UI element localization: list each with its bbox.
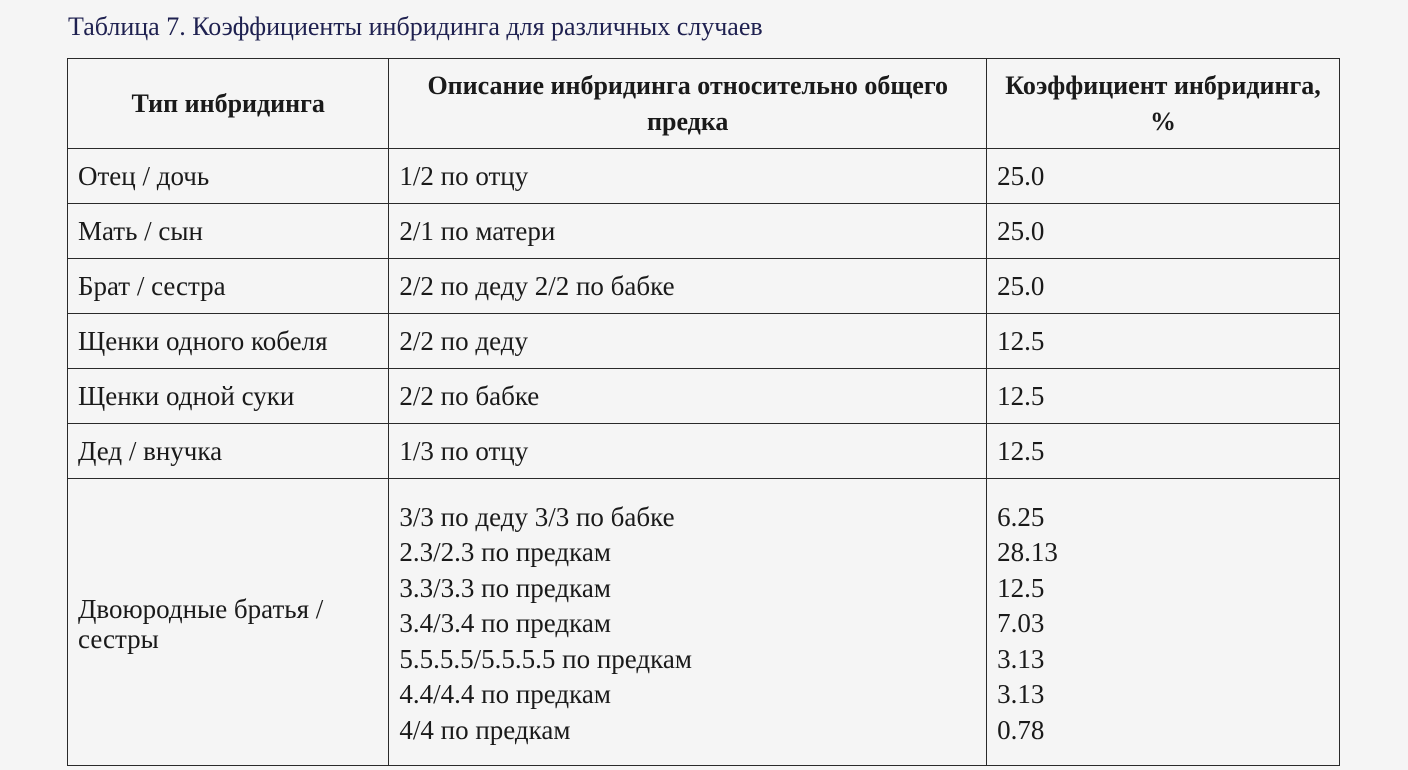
cell-type: Брат / сестра xyxy=(68,259,389,314)
table-header-row xyxy=(68,59,1340,149)
cell-description: 2/2 по деду xyxy=(389,314,987,369)
cell-coefficient: 25.0 xyxy=(987,259,1340,314)
table-row xyxy=(68,204,1340,259)
coefficient-line: 6.25 xyxy=(997,502,1045,533)
cell-description: 2/2 по бабке xyxy=(389,369,987,424)
description-line: 3.3/3.3 по предкам xyxy=(399,572,611,603)
cell-coefficient: 12.5 xyxy=(987,424,1340,479)
inbreeding-table xyxy=(67,58,1340,766)
cell-description: 1/3 по отцу xyxy=(389,424,987,479)
header-coefficient: Коэффициент инбридинга, % xyxy=(987,59,1340,149)
table-row xyxy=(68,424,1340,479)
table-row xyxy=(68,149,1340,204)
table-row xyxy=(68,369,1340,424)
cell-coefficient: 25.0 xyxy=(987,149,1340,204)
description-line: 5.5.5.5/5.5.5.5 по предкам xyxy=(399,643,692,674)
cell-type: Двоюродные братья / сестры xyxy=(68,479,389,766)
cell-type: Отец / дочь xyxy=(68,149,389,204)
cell-description: 1/2 по отцу xyxy=(389,149,987,204)
description-line: 2.3/2.3 по предкам xyxy=(399,537,611,568)
cell-coefficient: 12.5 xyxy=(987,369,1340,424)
table-row-cousins xyxy=(68,479,1340,766)
cell-type: Мать / сын xyxy=(68,204,389,259)
description-line: 3.4/3.4 по предкам xyxy=(399,608,611,639)
description-line: 4.4/4.4 по предкам xyxy=(399,679,611,710)
coefficient-line: 3.13 xyxy=(997,643,1045,674)
header-type: Тип инбридинга xyxy=(68,59,389,149)
coefficient-line: 12.5 xyxy=(997,572,1045,603)
description-line: 3/3 по деду 3/3 по бабке xyxy=(399,502,675,533)
description-line: 4/4 по предкам xyxy=(399,714,571,745)
table-row xyxy=(68,314,1340,369)
cell-coefficient: 12.5 xyxy=(987,314,1340,369)
cell-type: Дед / внучка xyxy=(68,424,389,479)
cell-description: 2/1 по матери xyxy=(389,204,987,259)
header-description: Описание инбридинга относительно общего предка xyxy=(389,59,987,149)
cell-type: Щенки одной суки xyxy=(68,369,389,424)
coefficient-line: 7.03 xyxy=(997,608,1045,639)
table-caption: Таблица 7. Коэффициенты инбридинга для различных случаев xyxy=(68,12,763,41)
cell-description-list xyxy=(389,479,987,766)
coefficient-line: 3.13 xyxy=(997,679,1045,710)
cell-description: 2/2 по деду 2/2 по бабке xyxy=(389,259,987,314)
cell-coefficient: 25.0 xyxy=(987,204,1340,259)
coefficient-line: 0.78 xyxy=(997,714,1045,745)
cell-coefficient-list xyxy=(987,479,1340,766)
cell-type: Щенки одного кобеля xyxy=(68,314,389,369)
coefficient-line: 28.13 xyxy=(997,537,1058,568)
table-row xyxy=(68,259,1340,314)
